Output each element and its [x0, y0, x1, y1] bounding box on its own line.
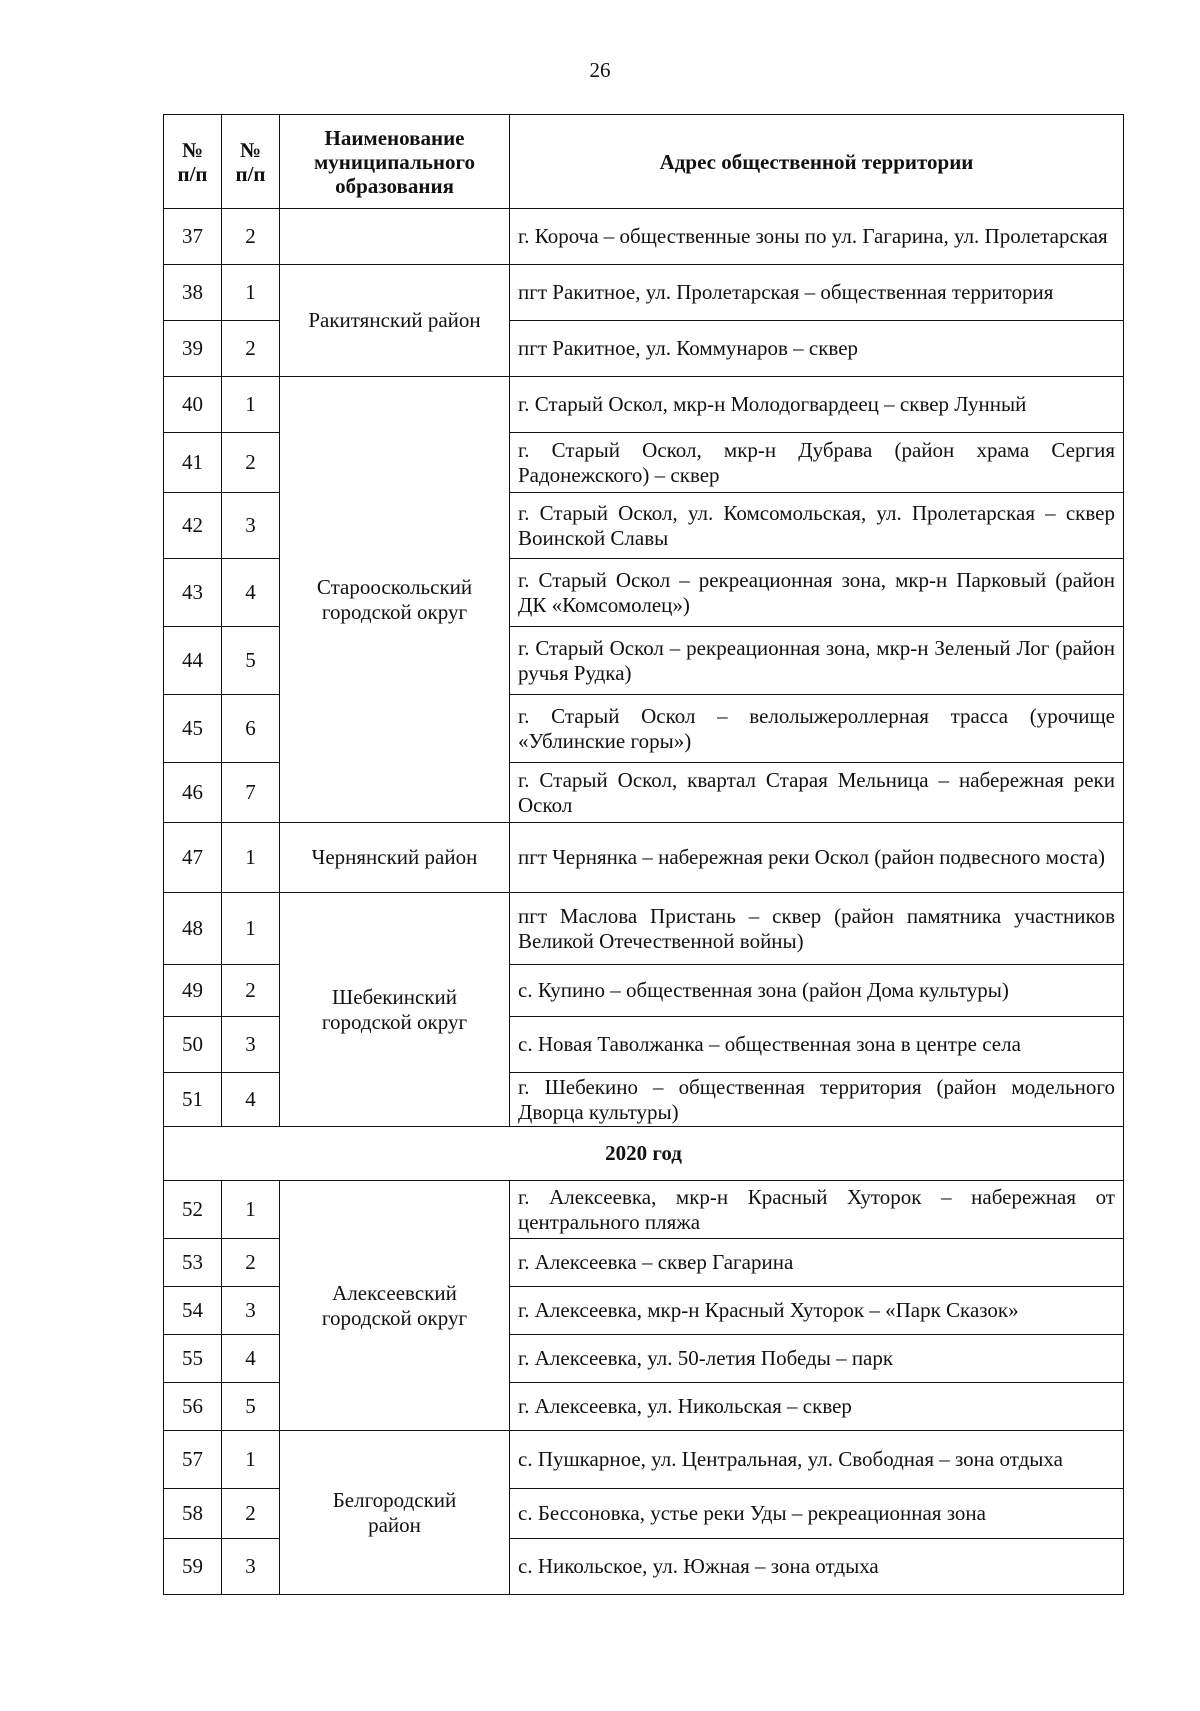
row-number: 53 — [164, 1239, 222, 1287]
row-local-number: 2 — [222, 965, 280, 1017]
address-cell: пгт Ракитное, ул. Пролетарская – общественная территория — [510, 265, 1124, 321]
address-cell: с. Новая Таволжанка – общественная зона в центре села — [510, 1017, 1124, 1073]
municipality-starooskolsky: Старооскольский городской округ — [280, 377, 510, 823]
territories-table — [163, 114, 1124, 1595]
address-cell: с. Купино – общественная зона (район Дома культуры) — [510, 965, 1124, 1017]
row-local-number: 1 — [222, 1431, 280, 1489]
row-number: 46 — [164, 763, 222, 823]
municipality-alekseevsky: Алексеевский городской округ — [280, 1181, 510, 1431]
table-row — [164, 265, 1124, 321]
address-cell: г. Короча – общественные зоны по ул. Гагарина, ул. Пролетарская — [510, 209, 1124, 265]
row-local-number: 5 — [222, 627, 280, 695]
row-number: 59 — [164, 1539, 222, 1595]
row-local-number: 7 — [222, 763, 280, 823]
row-local-number: 4 — [222, 559, 280, 627]
address-cell: с. Никольское, ул. Южная – зона отдыха — [510, 1539, 1124, 1595]
table-row — [164, 823, 1124, 893]
row-number: 58 — [164, 1489, 222, 1539]
municipality-rakityansky: Ракитянский район — [280, 265, 510, 377]
address-cell: пгт Маслова Пристань – сквер (район памятника участников Великой Отечественной войны) — [510, 893, 1124, 965]
address-cell: г. Алексеевка – сквер Гагарина — [510, 1239, 1124, 1287]
row-local-number: 4 — [222, 1073, 280, 1127]
table-row — [164, 893, 1124, 965]
table-row — [164, 1431, 1124, 1489]
row-number: 52 — [164, 1181, 222, 1239]
row-number: 48 — [164, 893, 222, 965]
address-cell: г. Старый Оскол – рекреационная зона, мкр-н Зеленый Лог (район ручья Рудка) — [510, 627, 1124, 695]
row-number: 41 — [164, 433, 222, 493]
address-cell: г. Старый Оскол, мкр-н Молодогвардеец – сквер Лунный — [510, 377, 1124, 433]
address-cell: г. Старый Оскол, квартал Старая Мельница – набережная реки Оскол — [510, 763, 1124, 823]
address-cell: г. Алексеевка, мкр-н Красный Хуторок – «Парк Сказок» — [510, 1287, 1124, 1335]
row-number: 37 — [164, 209, 222, 265]
row-local-number: 2 — [222, 1489, 280, 1539]
row-number: 40 — [164, 377, 222, 433]
address-cell: г. Старый Оскол, ул. Комсомольская, ул. Пролетарская – сквер Воинской Славы — [510, 493, 1124, 559]
year-row — [164, 1127, 1124, 1181]
row-local-number: 3 — [222, 1017, 280, 1073]
row-local-number: 1 — [222, 893, 280, 965]
row-local-number: 1 — [222, 265, 280, 321]
row-number: 45 — [164, 695, 222, 763]
address-cell: г. Алексеевка, ул. 50-летия Победы – парк — [510, 1335, 1124, 1383]
row-number: 50 — [164, 1017, 222, 1073]
table-row — [164, 1181, 1124, 1239]
address-cell: г. Старый Оскол – велолыжероллерная трасса (урочище «Ублинские горы») — [510, 695, 1124, 763]
header-municipality: Наименование муниципального образования — [280, 115, 510, 209]
row-number: 44 — [164, 627, 222, 695]
row-number: 43 — [164, 559, 222, 627]
row-local-number: 1 — [222, 377, 280, 433]
row-number: 42 — [164, 493, 222, 559]
address-cell: г. Старый Оскол, мкр-н Дубрава (район храма Сергия Радонежского) – сквер — [510, 433, 1124, 493]
row-local-number: 2 — [222, 433, 280, 493]
row-number: 57 — [164, 1431, 222, 1489]
header-number-local: № п/п — [222, 115, 280, 209]
year-heading: 2020 год — [164, 1127, 1124, 1181]
address-cell: г. Алексеевка, ул. Никольская – сквер — [510, 1383, 1124, 1431]
row-local-number: 4 — [222, 1335, 280, 1383]
row-local-number: 3 — [222, 1539, 280, 1595]
row-local-number: 1 — [222, 823, 280, 893]
row-number: 49 — [164, 965, 222, 1017]
row-local-number: 5 — [222, 1383, 280, 1431]
row-local-number: 3 — [222, 493, 280, 559]
row-number: 38 — [164, 265, 222, 321]
row-local-number: 3 — [222, 1287, 280, 1335]
row-number: 54 — [164, 1287, 222, 1335]
row-number: 56 — [164, 1383, 222, 1431]
row-local-number: 2 — [222, 209, 280, 265]
municipality-cell-empty — [280, 209, 510, 265]
table-header-row — [164, 115, 1124, 209]
row-local-number: 2 — [222, 321, 280, 377]
address-cell: г. Старый Оскол – рекреационная зона, мкр-н Парковый (район ДК «Комсомолец») — [510, 559, 1124, 627]
row-local-number: 2 — [222, 1239, 280, 1287]
row-local-number: 6 — [222, 695, 280, 763]
address-cell: с. Пушкарное, ул. Центральная, ул. Свободная – зона отдыха — [510, 1431, 1124, 1489]
row-number: 39 — [164, 321, 222, 377]
row-local-number: 1 — [222, 1181, 280, 1239]
address-cell: пгт Ракитное, ул. Коммунаров – сквер — [510, 321, 1124, 377]
header-address: Адрес общественной территории — [510, 115, 1124, 209]
row-number: 55 — [164, 1335, 222, 1383]
address-cell: с. Бессоновка, устье реки Уды – рекреационная зона — [510, 1489, 1124, 1539]
address-cell: г. Алексеевка, мкр-н Красный Хуторок – набережная от центрального пляжа — [510, 1181, 1124, 1239]
row-number: 47 — [164, 823, 222, 893]
municipality-belgorodsky: Белгородский район — [280, 1431, 510, 1595]
address-cell: г. Шебекино – общественная территория (район модельного Дворца культуры) — [510, 1073, 1124, 1127]
header-number-total: № п/п — [164, 115, 222, 209]
row-number: 51 — [164, 1073, 222, 1127]
municipality-shebekinsky: Шебекинский городской округ — [280, 893, 510, 1127]
address-cell: пгт Чернянка – набережная реки Оскол (район подвесного моста) — [510, 823, 1124, 893]
municipality-chernyansky: Чернянский район — [280, 823, 510, 893]
page-number: 26 — [589, 58, 611, 82]
table-row — [164, 377, 1124, 433]
table-row — [164, 209, 1124, 265]
